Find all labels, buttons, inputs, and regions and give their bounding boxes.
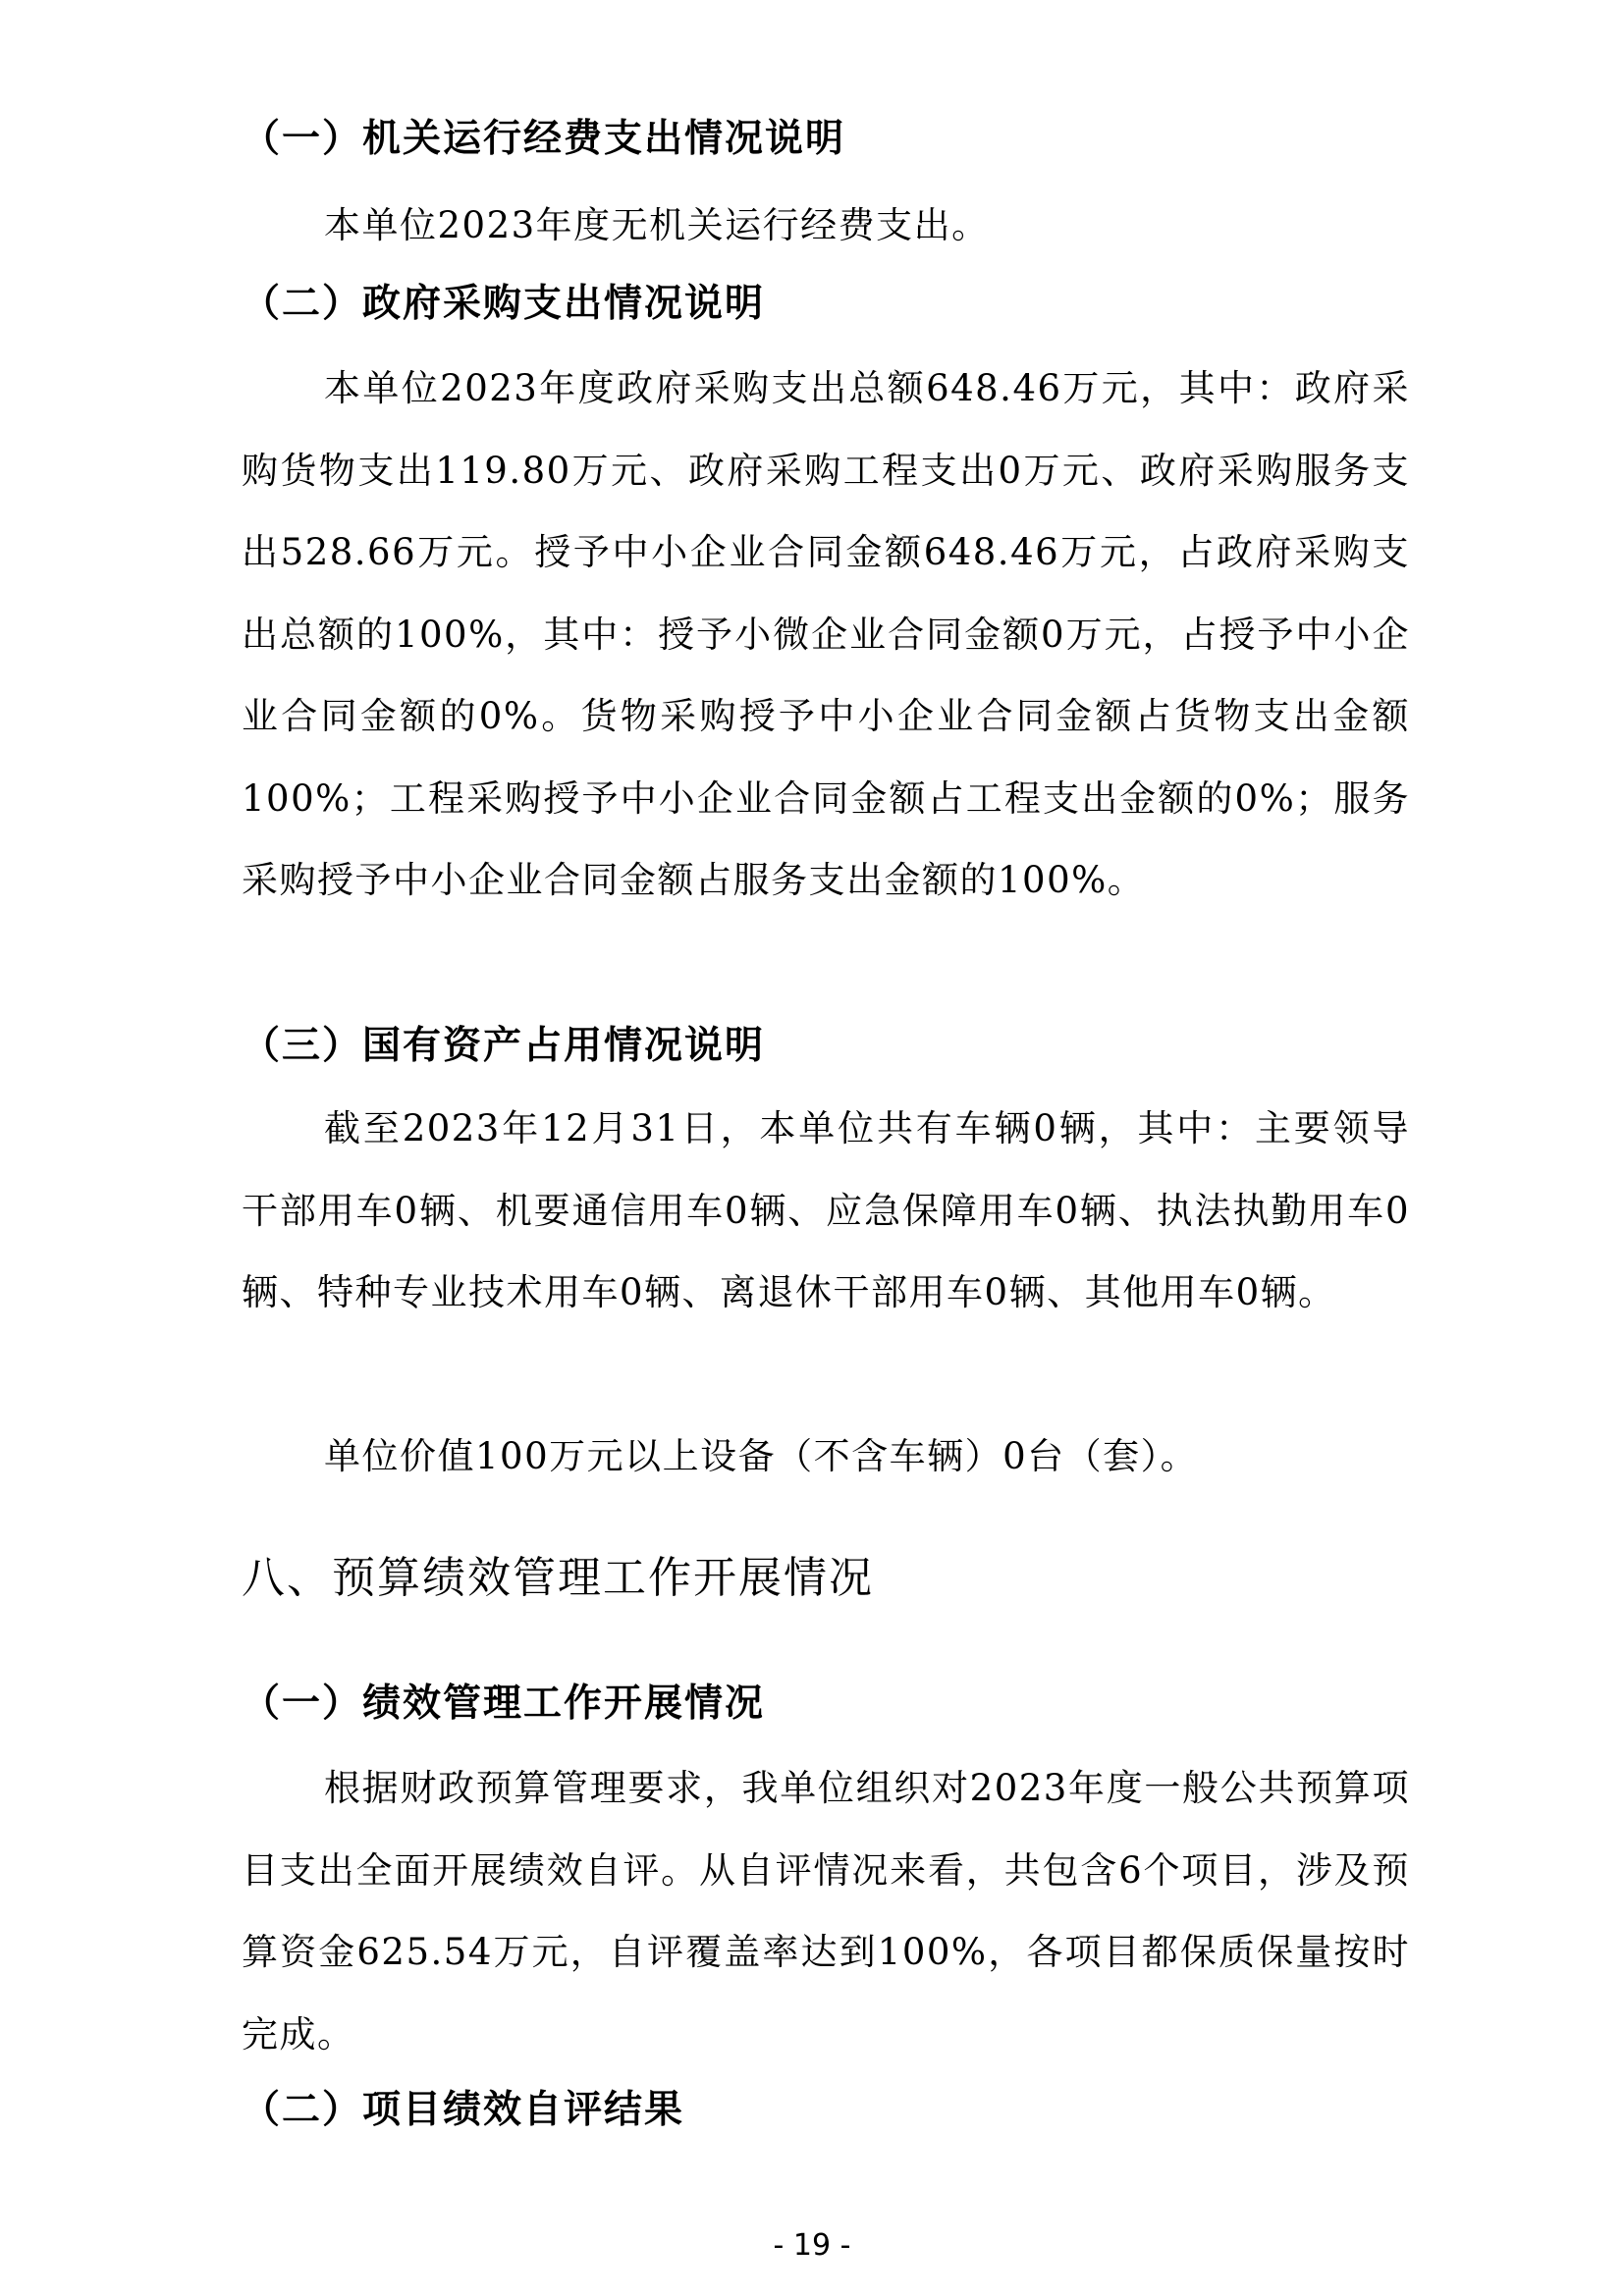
heading-self-evaluation-results: （二）项目绩效自评结果 xyxy=(242,2088,685,2132)
paragraph-equipment: 单位价值100万元以上设备（不含车辆）0台（套）。 xyxy=(324,1435,1199,1477)
paragraph-vehicles: 截至2023年12月31日，本单位共有车辆0辆，其中：主要领导干部用车0辆、机要通信用车0辆、应急保障用车0辆、执法执勤用车0辆、特种专业技术用车0辆、离退休干部用车0辆、其他用车0辆。 xyxy=(242,1107,1410,1313)
heading-performance-management: （一）绩效管理工作开展情况 xyxy=(242,1682,766,1726)
page-number: - 19 - xyxy=(773,2228,851,2263)
paragraph-government-procurement: 本单位2023年度政府采购支出总额648.46万元，其中：政府采购货物支出119.80万元、政府采购工程支出0万元、政府采购服务支出528.66万元。授予中小企业合同金额648.46万元，占政府采购支出总额的100%，其中：授予小微企业合同金额0万元，占授予中小企业合同金额的0%。货物采购授予中小企业合同金额占货物支出金额100%；工程采购授予中小企业合同金额占工程支出金额的0%；服务采购授予中小企业合同金额占服务支出金额的100%。 xyxy=(242,367,1410,901)
heading-operating-expenses: （一）机关运行经费支出情况说明 xyxy=(242,117,846,161)
paragraph-operating-expenses: 本单位2023年度无机关运行经费支出。 xyxy=(324,204,990,246)
paragraph-performance-management: 根据财政预算管理要求，我单位组织对2023年度一般公共预算项目支出全面开展绩效自评。从自评情况来看，共包含6个项目，涉及预算资金625.54万元，自评覆盖率达到100%，各项目都保质保量按时完成。 xyxy=(242,1767,1410,2056)
heading-state-assets: （三）国有资产占用情况说明 xyxy=(242,1024,766,1068)
heading-section-8: 八、预算绩效管理工作开展情况 xyxy=(242,1553,874,1603)
heading-government-procurement: （二）政府采购支出情况说明 xyxy=(242,282,766,326)
